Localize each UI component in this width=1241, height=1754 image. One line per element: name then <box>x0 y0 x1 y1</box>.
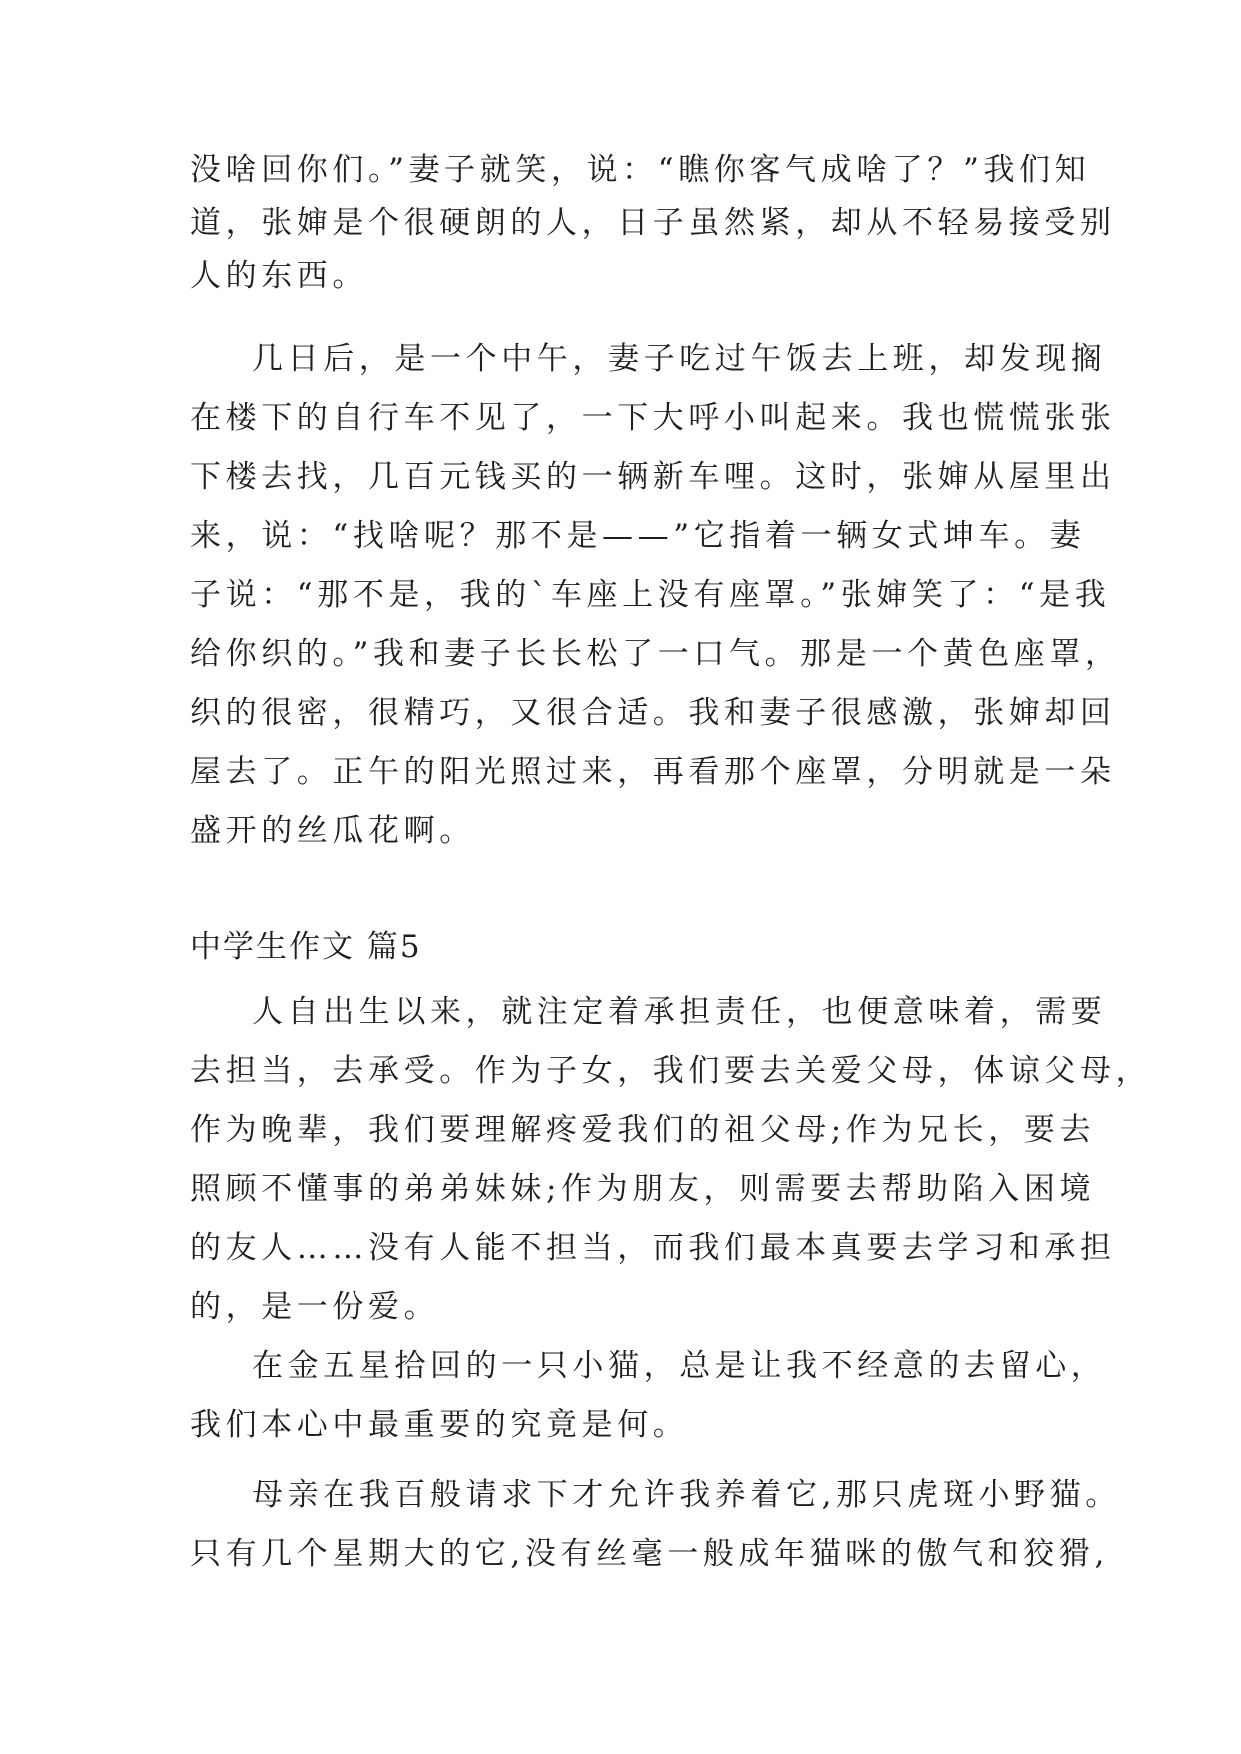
paragraph-3-line-3: 作为晚辈，我们要理解疼爱我们的祖父母;作为兄长，要去 <box>190 1112 1096 1148</box>
section-heading: 中学生作文 篇5 <box>190 929 422 965</box>
paragraph-1-line-3: 人的东西。 <box>190 258 368 294</box>
paragraph-3-line-4: 照顾不懂事的弟弟妹妹;作为朋友，则需要去帮助陷入困境 <box>190 1171 1096 1207</box>
paragraph-3-line-1: 人自出生以来，就注定着承担责任，也便意味着，需要 <box>252 994 1107 1030</box>
paragraph-2-line-2: 在楼下的自行车不见了，一下大呼小叫起来。我也慌慌张张 <box>190 400 1116 436</box>
paragraph-1-line-1: 没啥回你们。”妻子就笑，说：“瞧你客气成啥了？”我们知 <box>190 152 1091 188</box>
paragraph-3-line-6: 的，是一份爱。 <box>190 1289 440 1325</box>
paragraph-4-line-2: 我们本心中最重要的究竟是何。 <box>190 1407 689 1443</box>
paragraph-3-line-5: 的友人……没有人能不担当，而我们最本真要去学习和承担 <box>190 1230 1116 1266</box>
paragraph-5-line-1: 母亲在我百般请求下才允许我养着它,那只虎斑小野猫。 <box>252 1477 1121 1513</box>
paragraph-4-line-1: 在金五星拾回的一只小猫，总是让我不经意的去留心， <box>252 1348 1107 1384</box>
paragraph-2-line-9: 盛开的丝瓜花啊。 <box>190 813 475 849</box>
paragraph-2-line-4: 来，说：“找啥呢？那不是——”它指着一辆女式坤车。妻 <box>190 518 1086 554</box>
paragraph-2-line-6: 给你织的。”我和妻子长长松了一口气。那是一个黄色座罩， <box>190 636 1121 672</box>
paragraph-5-line-2: 只有几个星期大的它,没有丝毫一般成年猫咪的傲气和狡猾, <box>190 1536 1109 1572</box>
paragraph-2-line-7: 织的很密，很精巧，又很合适。我和妻子很感激，张婶却回 <box>190 695 1116 731</box>
paragraph-2-line-3: 下楼去找，几百元钱买的一辆新车哩。这时，张婶从屋里出 <box>190 459 1116 495</box>
paragraph-1-line-2: 道，张婶是个很硬朗的人，日子虽然紧，却从不轻易接受别 <box>190 205 1116 241</box>
paragraph-2-line-5: 子说：“那不是，我的`车座上没有座罩。”张婶笑了：“是我 <box>190 577 1111 613</box>
paragraph-2-line-8: 屋去了。正午的阳光照过来，再看那个座罩，分明就是一朵 <box>190 754 1116 790</box>
paragraph-2-line-1: 几日后，是一个中午，妻子吃过午饭去上班，却发现搁 <box>252 341 1107 377</box>
paragraph-3-line-2: 去担当，去承受。作为子女，我们要去关爱父母，体谅父母， <box>190 1053 1152 1089</box>
